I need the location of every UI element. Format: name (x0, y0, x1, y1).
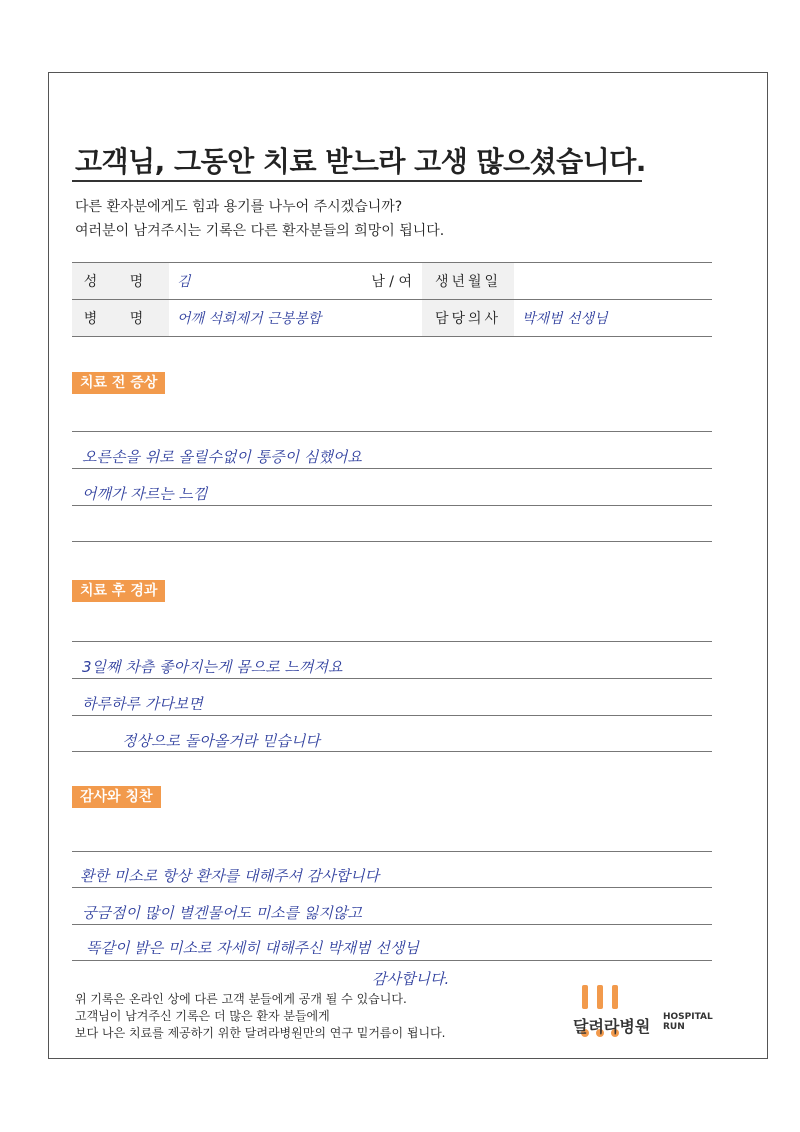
birth-label: 생년월일 (422, 263, 514, 300)
after-rule-4 (72, 751, 712, 752)
after-line-3: 정상으로 돌아올거라 믿습니다 (122, 732, 320, 750)
footer-line-3: 보다 나은 치료를 제공하기 위한 달려라병원만의 연구 밑거름이 됩니다. (75, 1026, 446, 1040)
section-before-title: 치료 전 증상 (72, 372, 165, 394)
name-value[interactable] (169, 263, 297, 300)
thanks-rule-1 (72, 851, 712, 852)
thanks-rule-4 (72, 960, 712, 961)
doctor-label: 담당의사 (422, 300, 514, 337)
after-line-1: 3일째 차츰 좋아지는게 몸으로 느껴져요 (82, 658, 343, 676)
before-rule-2 (72, 468, 712, 469)
page-title: 고객님, 그동안 치료 받느라 고생 많으셨습니다. (75, 145, 646, 178)
footer-line-2: 고객님이 남겨주신 기록은 더 많은 환자 분들에게 (75, 1009, 330, 1023)
after-line-2: 하루하루 가다보면 (82, 695, 203, 713)
gender-field[interactable]: 남 / 여 (297, 263, 422, 300)
name-handwriting: 김 (177, 274, 191, 290)
name-label: 성 명 (72, 263, 169, 300)
thanks-line-3: 똑같이 밝은 미소로 자세히 대해주신 박재범 선생님 (86, 939, 419, 957)
birth-value[interactable] (514, 263, 712, 300)
doctor-handwriting: 박재범 선생님 (522, 311, 608, 327)
logo-english-1: HOSPITAL (663, 1012, 713, 1022)
footer-line-1: 위 기록은 온라인 상에 다른 고객 분들에게 공개 될 수 있습니다. (75, 992, 407, 1006)
section-after-title: 치료 후 경과 (72, 580, 165, 602)
logo-name: 달려라병원 (573, 1017, 651, 1036)
thanks-line-4: 감사합니다. (372, 970, 450, 988)
doctor-value[interactable] (514, 300, 712, 337)
logo-english (663, 1012, 713, 1032)
after-rule-2 (72, 678, 712, 679)
before-rule-1 (72, 431, 712, 432)
after-rule-1 (72, 641, 712, 642)
thanks-line-2: 궁금점이 많이 별겐물어도 미소를 잃지않고 (82, 904, 362, 922)
logo-english-2: RUN (663, 1022, 685, 1032)
thanks-line-1: 환한 미소로 항상 환자를 대해주셔 감사합니다 (80, 867, 380, 885)
before-line-1: 오른손을 위로 올릴수없이 통증이 심했어요 (82, 448, 362, 466)
title-underline (72, 180, 642, 182)
subtitle-line-2: 여러분이 남겨주시는 기록은 다른 환자분들의 희망이 됩니다. (75, 223, 445, 239)
disease-handwriting: 어깨 석회제거 근봉봉합 (177, 311, 322, 327)
thanks-rule-3 (72, 924, 712, 925)
patient-info-table (72, 262, 712, 337)
before-line-2: 어깨가 자르는 느낌 (82, 485, 208, 503)
disease-value[interactable] (169, 300, 422, 337)
section-thanks-title: 감사와 칭찬 (72, 786, 161, 808)
before-rule-3 (72, 505, 712, 506)
thanks-rule-2 (72, 887, 712, 888)
subtitle-line-1: 다른 환자분에게도 힘과 용기를 나누어 주시겠습니까? (75, 199, 403, 215)
disease-label: 병 명 (72, 300, 169, 337)
before-rule-4 (72, 541, 712, 542)
after-rule-3 (72, 715, 712, 716)
